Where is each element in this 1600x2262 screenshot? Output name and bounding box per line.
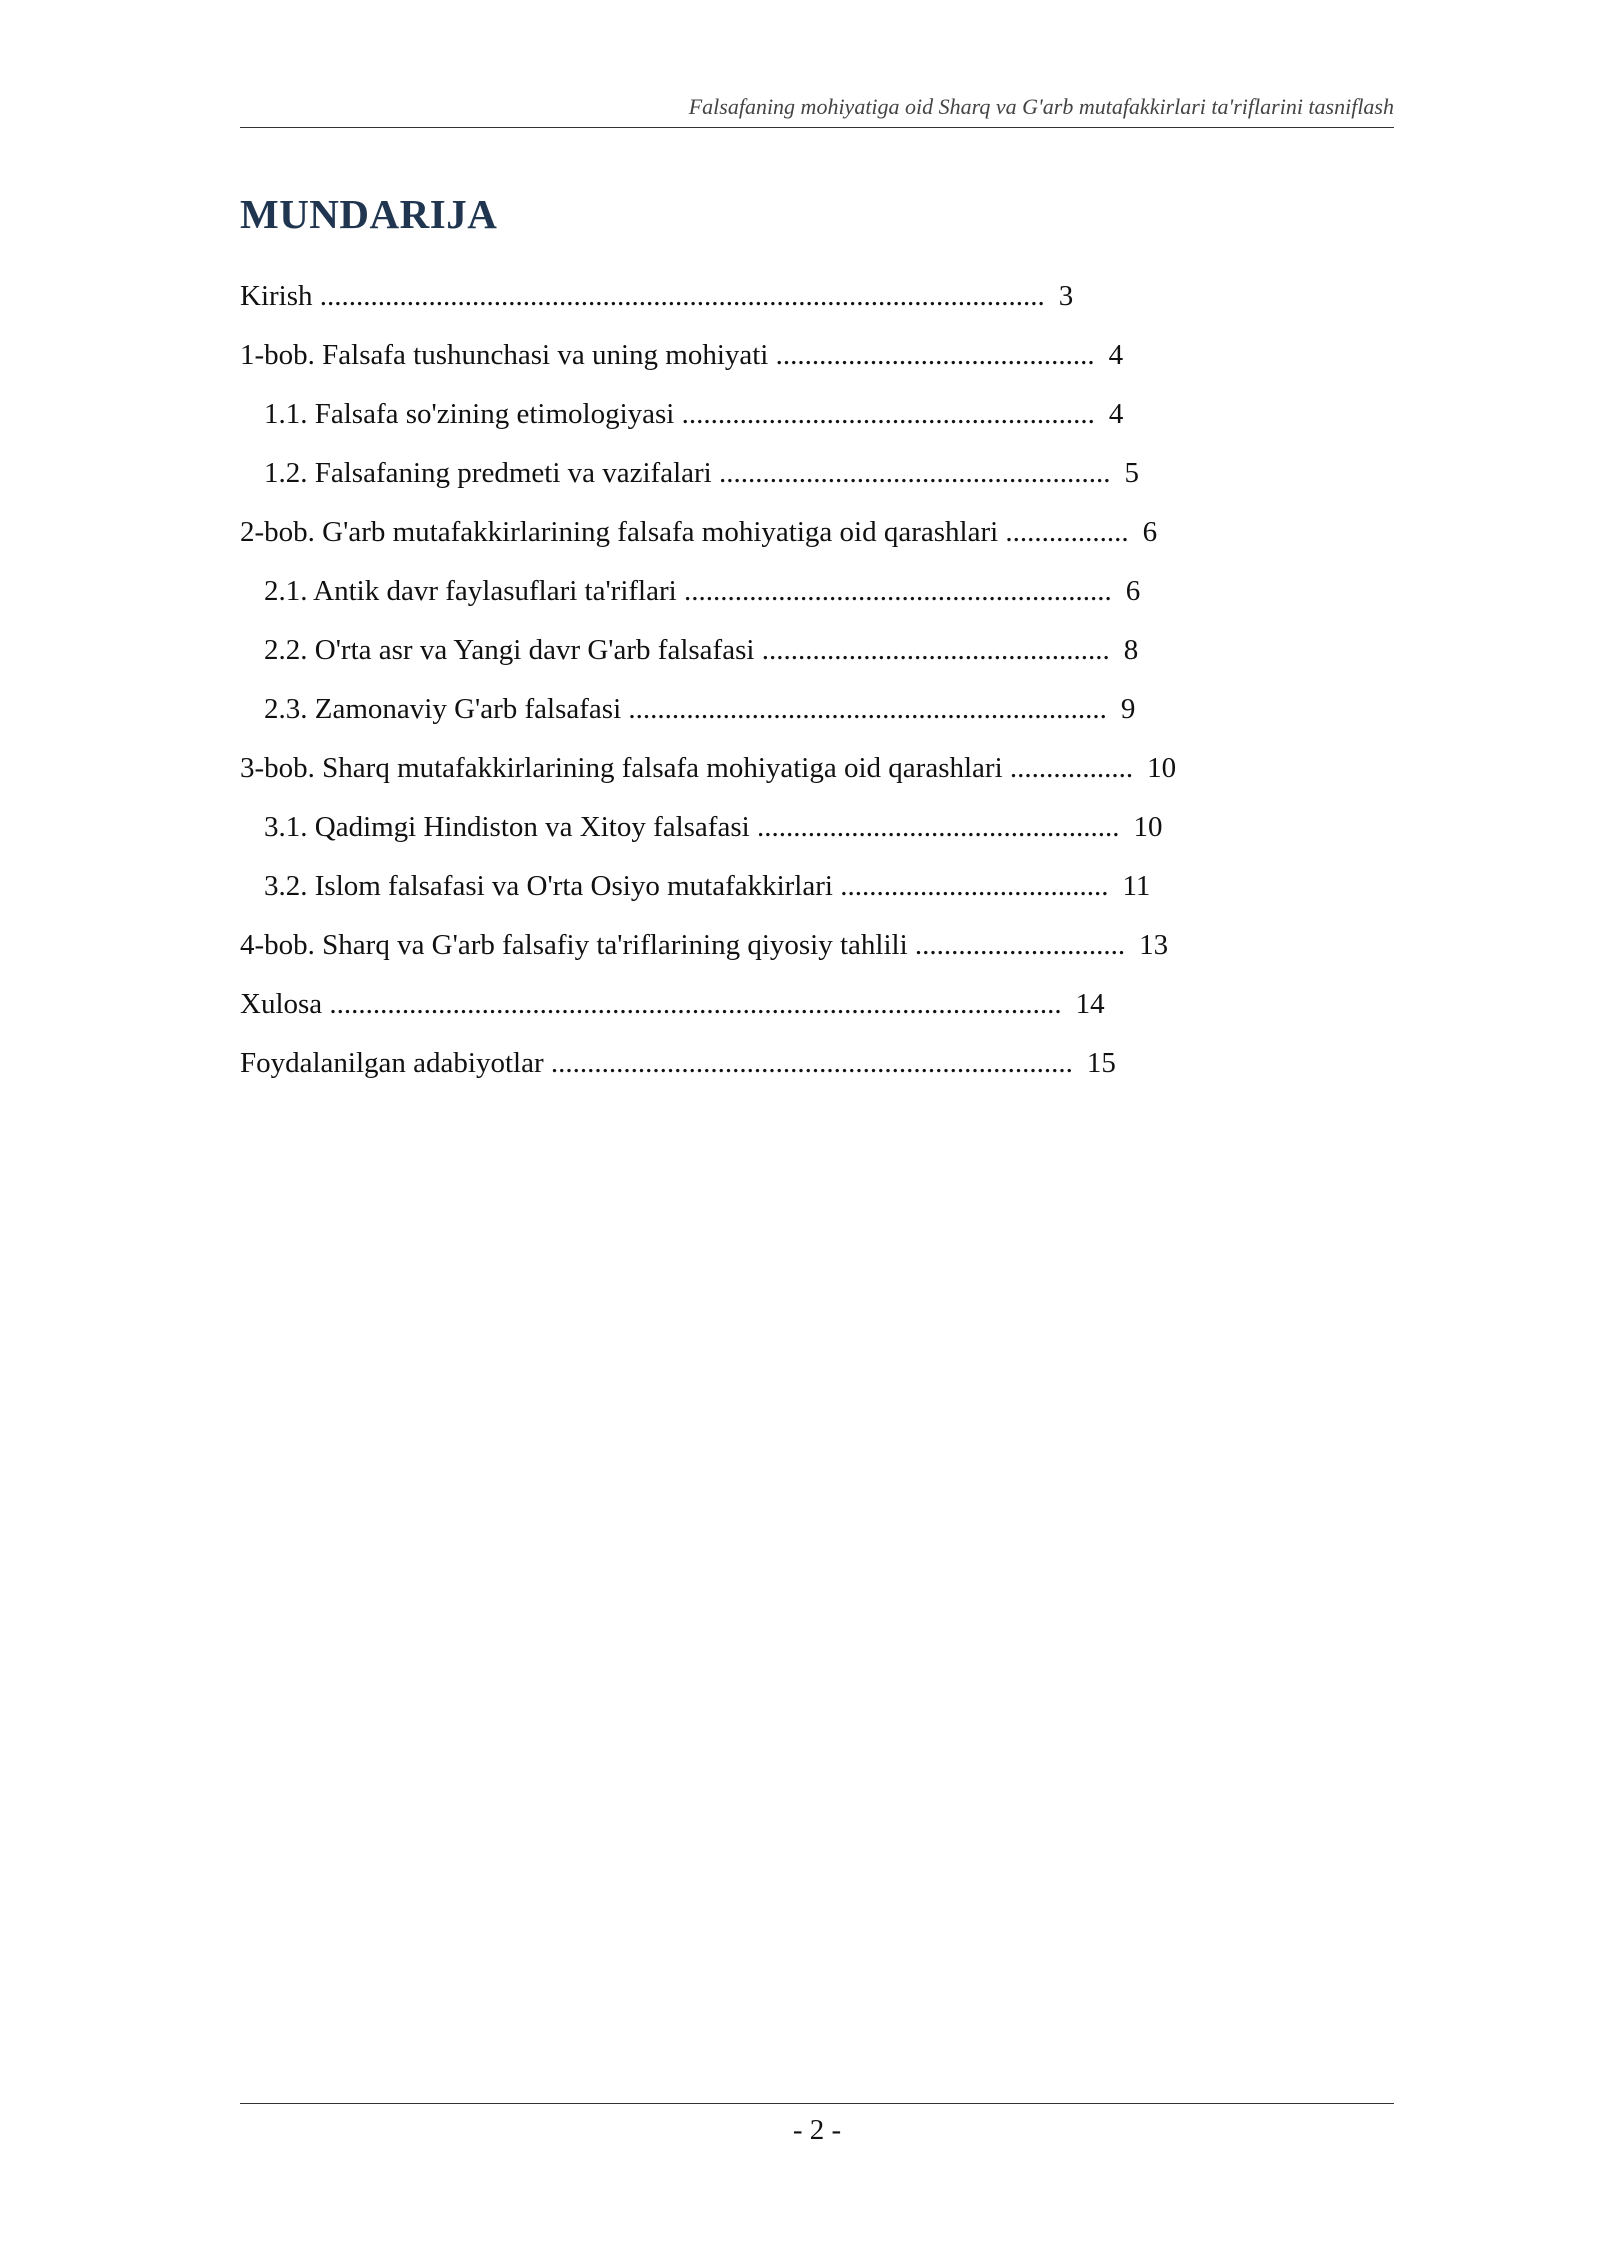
toc-entry[interactable]	[240, 277, 1394, 336]
toc-entry-label: 1.2. Falsafaning predmeti va vazifalari	[264, 457, 712, 489]
toc-dot-leader: ................................................	[761, 634, 1110, 666]
toc-page-number: 4	[1108, 398, 1124, 430]
toc-dot-leader: ..................................................................	[628, 693, 1107, 725]
page-number: - 2 -	[792, 2114, 842, 2146]
footer-rule	[240, 2103, 1394, 2104]
toc-entry[interactable]	[240, 513, 1394, 572]
toc-page-number: 8	[1123, 634, 1139, 666]
toc-page-number: 9	[1120, 693, 1136, 725]
toc-entry-label: 2.3. Zamonaviy G'arb falsafasi	[264, 693, 622, 725]
toc-entry[interactable]	[240, 572, 1394, 631]
toc-dot-leader: .................	[1009, 752, 1134, 784]
toc-entry-label: Kirish	[240, 280, 313, 312]
toc-dot-leader: ......................................................	[718, 457, 1111, 489]
page-title: MUNDARIJA	[240, 191, 498, 237]
toc-page-number: 13	[1139, 929, 1169, 961]
toc-page-number: 11	[1122, 870, 1151, 902]
toc-page-number: 10	[1147, 752, 1177, 784]
toc-dot-leader: ...........................................................	[683, 575, 1112, 607]
running-header-title: Falsafaning mohiyatiga oid Sharq va G'arb mutafakkirlari ta'riflarini tasniflash	[688, 94, 1394, 119]
toc-entry[interactable]	[240, 690, 1394, 749]
toc-entry[interactable]	[240, 395, 1394, 454]
toc-entry[interactable]	[240, 1044, 1394, 1103]
toc-entry-label: 1.1. Falsafa so'zining etimologiyasi	[264, 398, 675, 430]
toc-entry-label: Xulosa	[240, 988, 323, 1020]
toc-page-number: 14	[1075, 988, 1105, 1020]
toc-entry[interactable]	[240, 867, 1394, 926]
toc-entry-label: 3.1. Qadimgi Hindiston va Xitoy falsafasi	[264, 811, 750, 843]
toc-entry[interactable]	[240, 336, 1394, 395]
toc-entry[interactable]	[240, 454, 1394, 513]
toc-entry[interactable]	[240, 749, 1394, 808]
toc-dot-leader: ........................................................................	[550, 1047, 1073, 1079]
toc-entry-label: 2.1. Antik davr faylasuflari ta'riflari	[264, 575, 677, 607]
header-rule	[240, 127, 1394, 128]
toc-dot-leader: .....................................................................................................	[329, 988, 1062, 1020]
toc-entry-label: 3.2. Islom falsafasi va O'rta Osiyo mutafakkirlari	[264, 870, 833, 902]
toc-entry-label: 2.2. O'rta asr va Yangi davr G'arb falsafasi	[264, 634, 755, 666]
toc-dot-leader: ....................................................................................................	[319, 280, 1045, 312]
toc-entry-label: Foydalanilgan adabiyotlar	[240, 1047, 544, 1079]
toc-entry[interactable]	[240, 631, 1394, 690]
toc-dot-leader: .............................	[914, 929, 1126, 961]
toc-entry[interactable]	[240, 926, 1394, 985]
toc-page-number: 3	[1058, 280, 1074, 312]
toc-page-number: 4	[1108, 339, 1124, 371]
toc-page-number: 15	[1086, 1047, 1116, 1079]
toc-entry[interactable]	[240, 808, 1394, 867]
table-of-contents	[240, 277, 1394, 1103]
toc-dot-leader: ............................................	[775, 339, 1095, 371]
toc-dot-leader: .................	[1005, 516, 1129, 548]
toc-page-number: 6	[1142, 516, 1158, 548]
toc-entry-label: 3-bob. Sharq mutafakkirlarining falsafa mohiyatiga oid qarashlari	[240, 752, 1003, 784]
toc-entry-label: 4-bob. Sharq va G'arb falsafiy ta'riflarining qiyosiy tahlili	[240, 929, 908, 961]
toc-dot-leader: .........................................................	[681, 398, 1095, 430]
toc-entry[interactable]	[240, 985, 1394, 1044]
toc-dot-leader: .....................................	[840, 870, 1109, 902]
toc-dot-leader: ..................................................	[756, 811, 1120, 843]
toc-entry-label: 1-bob. Falsafa tushunchasi va uning mohiyati	[240, 339, 769, 371]
toc-page-number: 10	[1133, 811, 1163, 843]
toc-page-number: 5	[1124, 457, 1139, 489]
toc-entry-label: 2-bob. G'arb mutafakkirlarining falsafa mohiyatiga oid qarashlari	[240, 516, 999, 548]
toc-page-number: 6	[1125, 575, 1141, 607]
